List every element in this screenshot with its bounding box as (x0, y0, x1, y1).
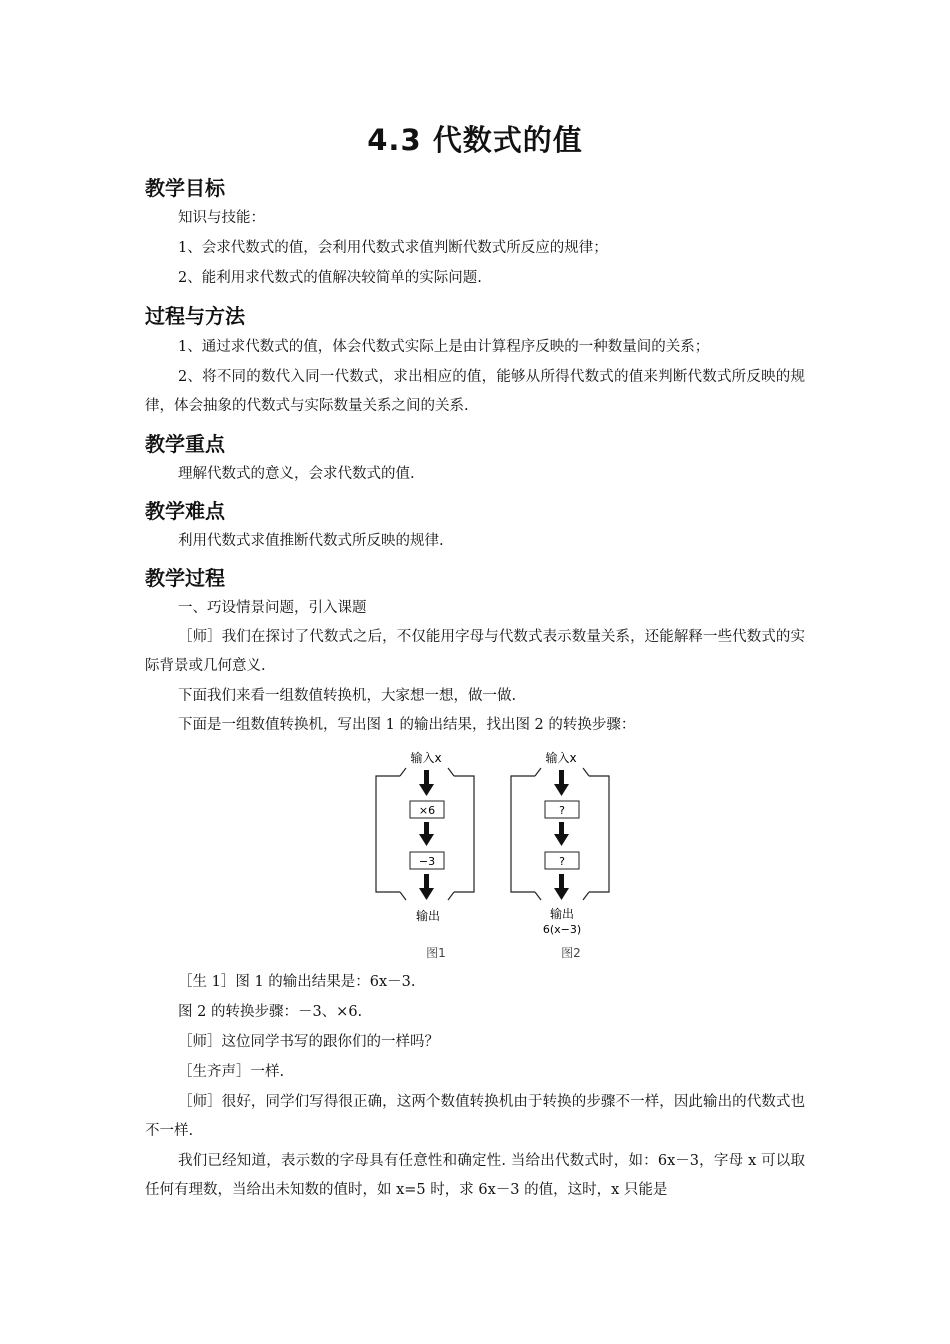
conversion-machines-figure (372, 748, 622, 964)
fig1-arrow-1 (419, 770, 434, 796)
fig2-step1-label: ? (559, 804, 565, 817)
fig2-frame-right (589, 776, 609, 892)
machine-fig2 (511, 750, 609, 960)
page-title: 4.3 代数式的值 (367, 123, 583, 157)
fig1-output-label: 输出 (415, 909, 441, 923)
process-line-1: 一、巧设情景问题，引入课题 (178, 600, 367, 616)
heading-process: 教学过程 (145, 566, 225, 590)
fig1-arrow-3 (419, 874, 434, 900)
fig2-arrow-3 (554, 874, 569, 900)
fig1-input-label: 输入x (410, 751, 442, 765)
after-line-6: 我们已经知道，表示数的字母具有任意性和确定性. 当给出代数式时，如：6x－3，字母 x 可以取任何有理数，当给出未知数的值时，如 x=5 时，求 6x－3 的值，这时，x 只能是 (145, 1153, 805, 1198)
heading-goals: 教学目标 (145, 176, 225, 200)
fig2-frame-left (511, 776, 535, 892)
machine-fig1 (376, 750, 474, 960)
fig1-frame-right (454, 776, 474, 892)
heading-method: 过程与方法 (145, 304, 245, 328)
process-line-4: 下面是一组数值转换机，写出图 1 的输出结果，找出图 2 的转换步骤： (178, 717, 636, 733)
fig2-output-expr: 6(x−3) (542, 923, 582, 936)
goals-line-2: 1、会求代数式的值，会利用代数式求值判断代数式所反应的规律； (178, 240, 608, 256)
method-line-2: 2、将不同的数代入同一代数式，求出相应的值，能够从所得代数式的值来判断代数式所反映的规律，体会抽象的代数式与实际数量关系之间的关系. (145, 369, 805, 414)
fig1-step2-label: −3 (418, 855, 436, 868)
process-line-3: 下面我们来看一组数值转换机，大家想一想，做一做. (178, 688, 517, 704)
fig2-step2-label: ? (559, 855, 565, 868)
key-line-1: 理解代数式的意义，会求代数式的值. (178, 466, 415, 482)
after-line-2: 图 2 的转换步骤：－3、×6. (178, 1004, 363, 1020)
fig2-arrow-1 (554, 770, 569, 796)
after-line-4: ［生齐声］一样. (178, 1064, 285, 1080)
goals-line-3: 2、能利用求代数式的值解决较简单的实际问题. (178, 270, 482, 286)
fig2-caption: 图2 (561, 946, 581, 960)
goals-line-1: 知识与技能： (178, 210, 265, 226)
fig1-step1-label: ×6 (418, 804, 436, 817)
fig1-frame-left (376, 776, 400, 892)
fig1-arrow-2 (419, 822, 434, 846)
after-line-5: ［师］很好，同学们写得很正确，这两个数值转换机由于转换的步骤不一样，因此输出的代数式也不一样. (145, 1094, 805, 1139)
method-line-1: 1、通过求代数式的值，体会代数式实际上是由计算程序反映的一种数量间的关系； (178, 339, 710, 355)
fig1-caption: 图1 (426, 946, 446, 960)
heading-difficulty: 教学难点 (145, 499, 225, 523)
heading-key: 教学重点 (145, 432, 225, 456)
difficulty-line-1: 利用代数式求值推断代数式所反映的规律. (178, 533, 444, 549)
after-line-1: ［生 1］图 1 的输出结果是：6x－3. (178, 974, 416, 990)
fig2-output-label: 输出 (549, 907, 575, 921)
fig2-arrow-2 (554, 822, 569, 846)
after-line-3: ［师］这位同学书写的跟你们的一样吗？ (178, 1034, 439, 1050)
fig2-input-label: 输入x (545, 751, 577, 765)
process-line-2: ［师］我们在探讨了代数式之后，不仅能用字母与代数式表示数量关系，还能解释一些代数式的实际背景或几何意义. (145, 629, 805, 674)
